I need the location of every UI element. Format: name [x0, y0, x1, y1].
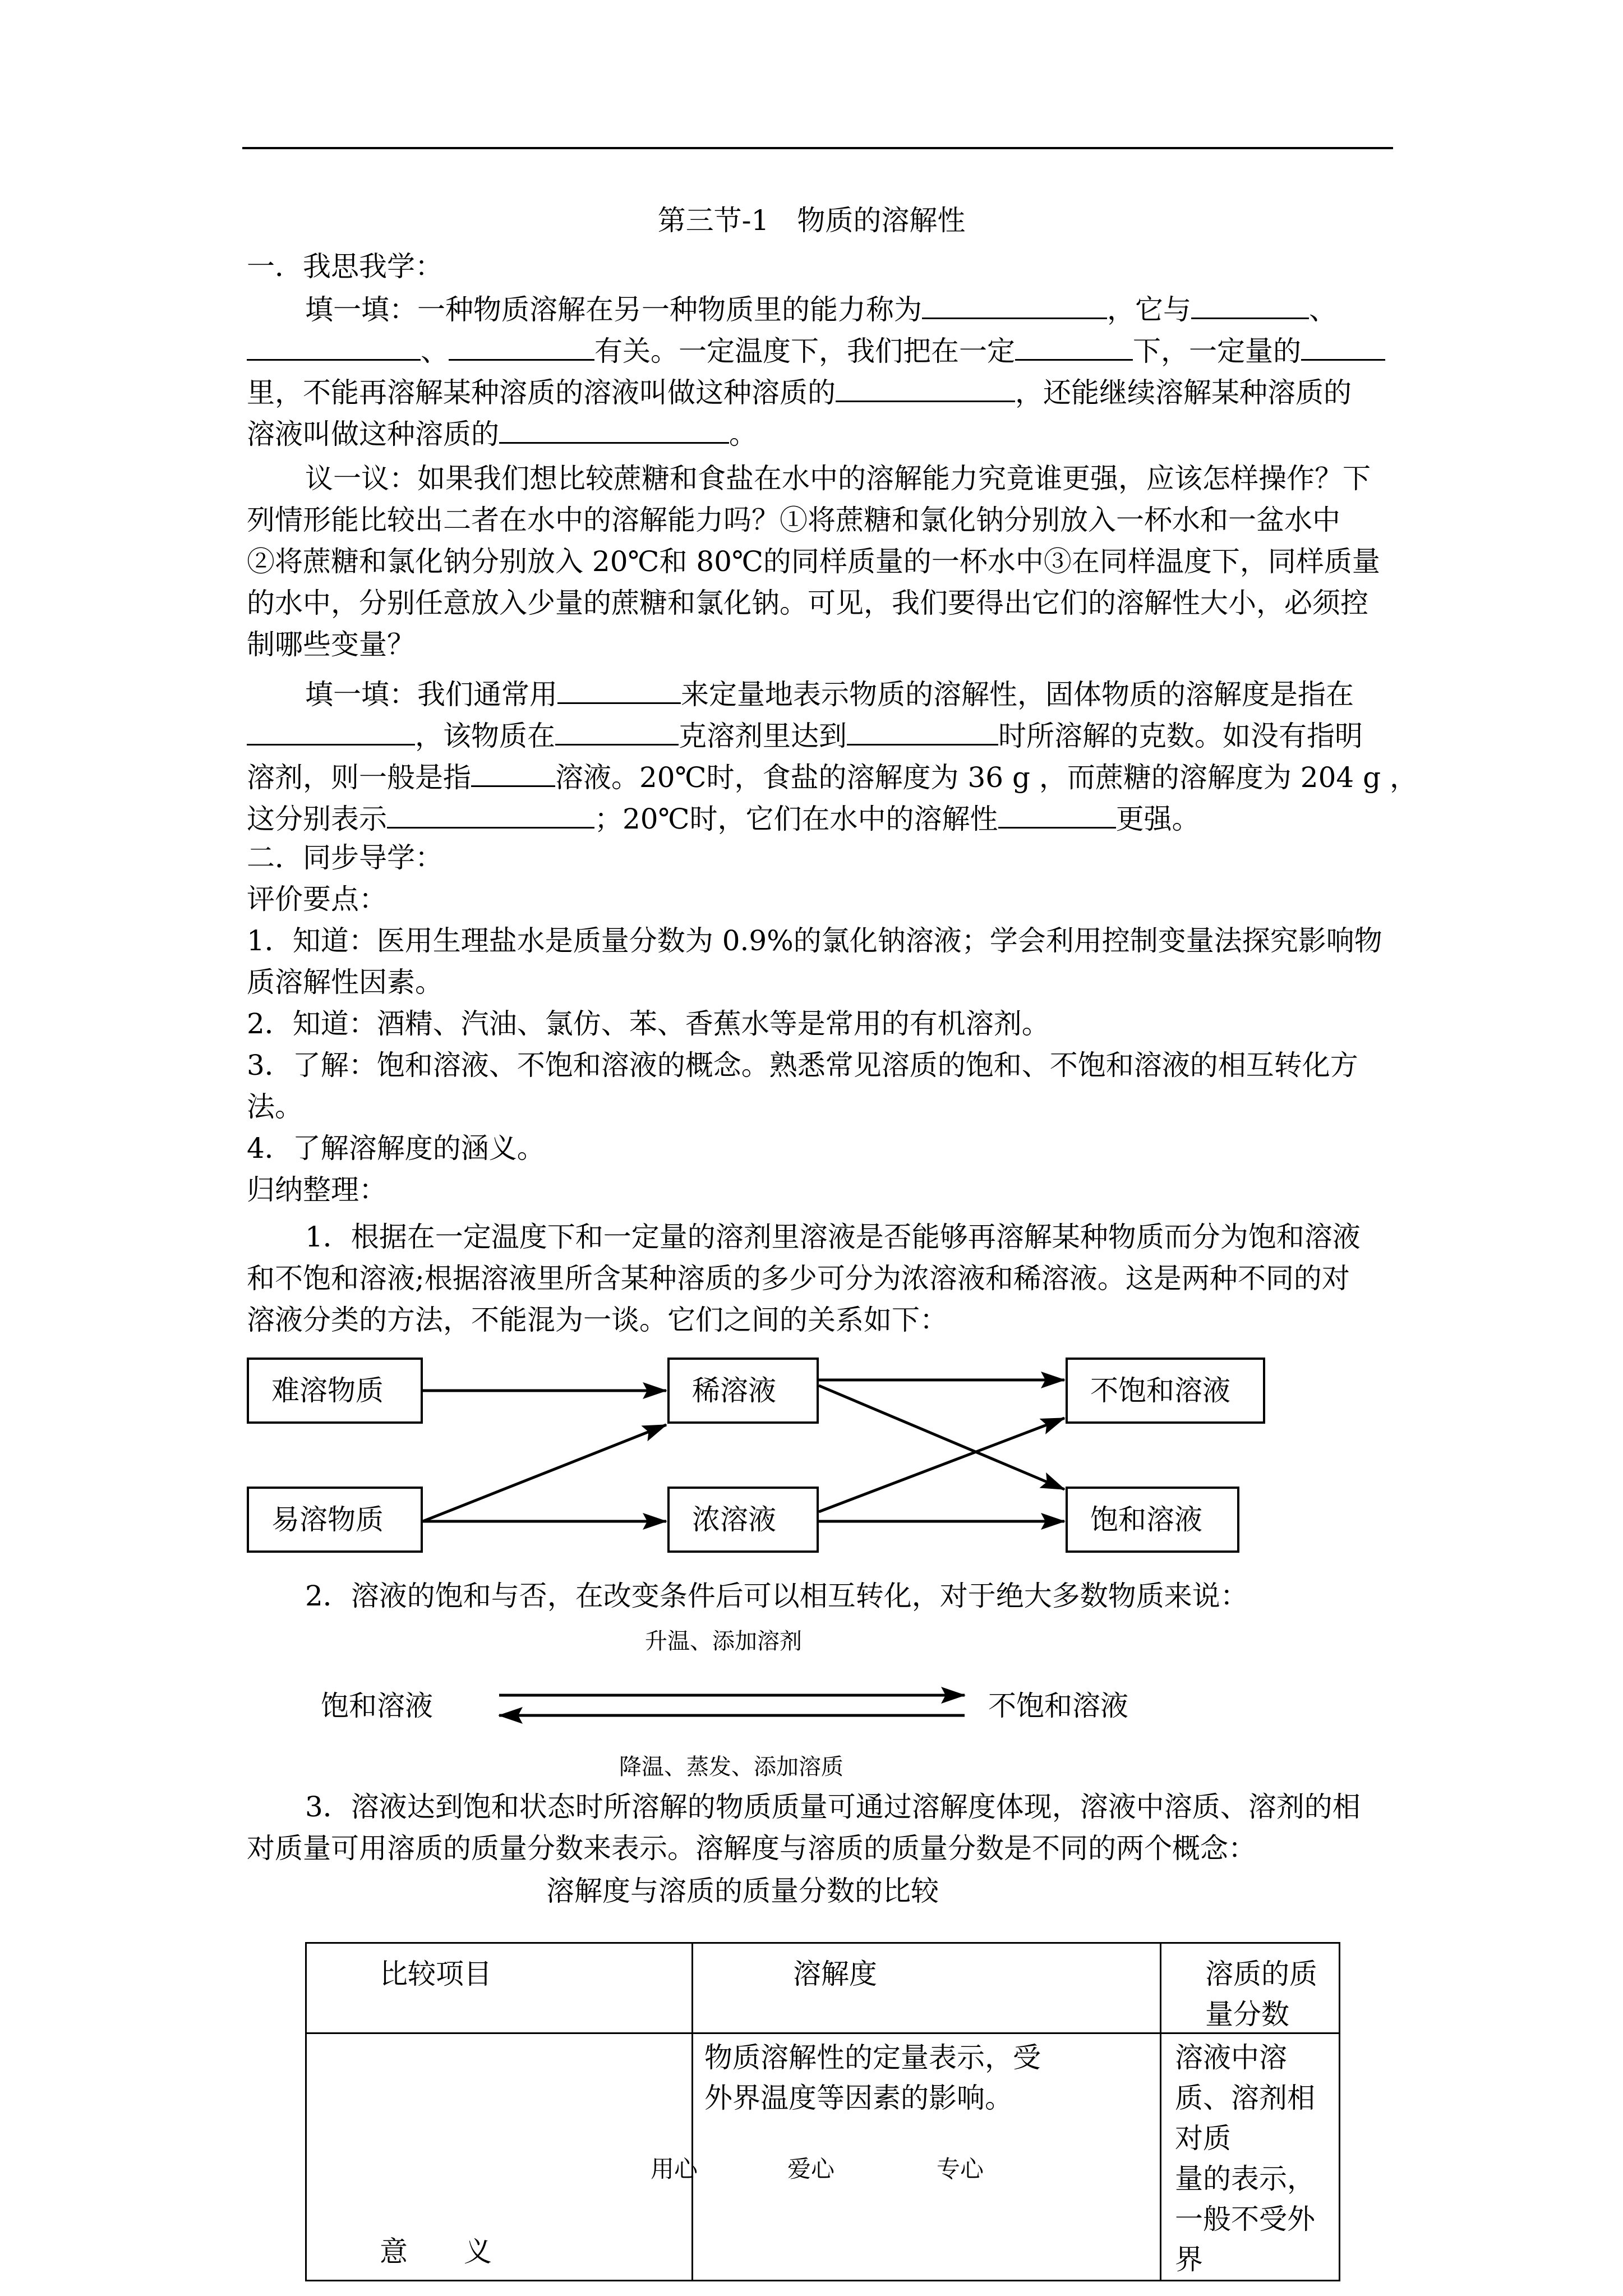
summary1-line: 1．根据在一定温度下和一定量的溶剂里溶液是否能够再溶解某种物质而分为饱和溶液: [305, 1221, 1361, 1253]
conversion-left: 饱和溶液: [321, 1690, 433, 1722]
fill1-line2: 、 有关。一定温度下，我们把在一定 下，一定量的: [247, 334, 1385, 365]
node-hard-soluble: 难溶物质: [247, 1358, 423, 1424]
table-row-label: 意 义: [306, 2033, 693, 2281]
node-dilute-solution: 稀溶液: [667, 1358, 819, 1424]
summary-heading: 归纳整理：: [247, 1174, 387, 1206]
fill2-line4: 这分别表示 ；20℃时，它们在水中的溶解性 更强。: [247, 803, 1200, 835]
part2-heading: 二．同步导学：: [247, 841, 443, 874]
footer-text: 用心: [651, 2155, 698, 2183]
summary3-line: 3．溶液达到饱和状态时所溶解的物质质量可通过溶解度体现，溶液中溶质、溶剂的相: [305, 1791, 1361, 1823]
discuss-line: 列情形能比较出二者在水中的溶解能力吗？①将蔗糖和氯化钠分别放入一杯水和一盆水中: [247, 504, 1340, 536]
node-concentrated-solution: 浓溶液: [667, 1487, 819, 1553]
eval-point: 质溶解性因素。: [247, 966, 443, 999]
eval-heading: 评价要点：: [247, 883, 387, 915]
part1-heading: 一．我思我学：: [247, 250, 443, 283]
table-header: 溶解度: [693, 1943, 1161, 2033]
conversion-top-label: 升温、添加溶剂: [645, 1628, 802, 1654]
node-easy-soluble: 易溶物质: [247, 1487, 423, 1553]
comparison-table: [305, 1942, 1340, 2281]
arrow-conc-to-unsat: [819, 1418, 1064, 1512]
table-cell: 溶液中溶质、溶剂相对质 量的表示，一般不受外界: [1161, 2033, 1340, 2281]
discuss-line: 的水中，分别任意放入少量的蔗糖和氯化钠。可见，我们要得出它们的溶解性大小，必须控: [247, 587, 1368, 619]
summary3-line: 对质量可用溶质的质量分数来表示。溶解度与溶质的质量分数是不同的两个概念：: [247, 1832, 1256, 1865]
summary1-line: 和不饱和溶液;根据溶液里所含某种溶质的多少可分为浓溶液和稀溶液。这是两种不同的对: [247, 1262, 1350, 1295]
footer-text: 专心: [937, 2155, 984, 2183]
summary1-line: 溶液分类的方法，不能混为一谈。它们之间的关系如下：: [247, 1304, 948, 1336]
eval-point: 3．了解：饱和溶液、不饱和溶液的概念。熟悉常见溶质的饱和、不饱和溶液的相互转化方: [247, 1049, 1358, 1082]
arrow-easy-to-dilute: [423, 1425, 666, 1521]
node-unsaturated-solution: 不饱和溶液: [1066, 1358, 1265, 1424]
table-header-row: [306, 1943, 1340, 2033]
discuss-line: 议一议：如果我们想比较蔗糖和食盐在水中的溶解能力究竟谁更强，应该怎样操作？下: [305, 462, 1371, 495]
table-title: 溶解度与溶质的质量分数的比较: [546, 1875, 939, 1907]
conversion-bottom-label: 降温、蒸发、添加溶质: [619, 1754, 843, 1780]
fill2-line2: ，该物质在 克溶剂里达到 时所溶解的克数。如没有指明: [247, 719, 1363, 750]
eval-point: 2．知道：酒精、汽油、氯仿、苯、香蕉水等是常用的有机溶剂。: [247, 1007, 1050, 1040]
table-header: 溶质的质量分数: [1161, 1943, 1340, 2033]
table-header: 比较项目: [306, 1943, 693, 2033]
fill2-line1: 填一填：我们通常用 来定量地表示物质的溶解性，固体物质的溶解度是指在: [305, 678, 1354, 711]
footer-text: 爱心: [787, 2155, 835, 2183]
eval-point: 法。: [247, 1091, 303, 1123]
discuss-line: ②将蔗糖和氯化钠分别放入 20℃和 80℃的同样质量的一杯水中③在同样温度下，同样质量: [247, 545, 1380, 578]
discuss-line: 制哪些变量？: [247, 628, 415, 661]
arrow-dilute-to-sat: [819, 1386, 1064, 1489]
fill1-line4: 溶液叫做这种溶质的 。: [247, 418, 757, 450]
table-cell: 物质溶解性的定量表示，受 外界温度等因素的影响。: [693, 2033, 1161, 2281]
eval-point: 4．了解溶解度的涵义。: [247, 1132, 545, 1165]
conversion-right: 不饱和溶液: [988, 1690, 1128, 1722]
node-saturated-solution: 饱和溶液: [1066, 1487, 1239, 1553]
fill1-line3: 里，不能再溶解某种溶质的溶液叫做这种溶质的 ，还能继续溶解某种溶质的: [247, 376, 1352, 409]
summary2: 2．溶液的饱和与否，在改变条件后可以相互转化，对于绝大多数物质来说：: [305, 1580, 1248, 1612]
fill2-line3: 溶剂，则一般是指 溶液。20℃时，食盐的溶解度为 36 g ，而蔗糖的溶解度为 204 g ，: [247, 761, 1418, 794]
section-title: 第三节-1 物质的溶解性: [657, 204, 966, 237]
eval-point: 1．知道：医用生理盐水是质量分数为 0.9%的氯化钠溶液；学会利用控制变量法探究影响物: [247, 924, 1382, 957]
fill1-line1: 填一填：一种物质溶解在另一种物质里的能力称为 ，它与 、: [305, 293, 1337, 326]
